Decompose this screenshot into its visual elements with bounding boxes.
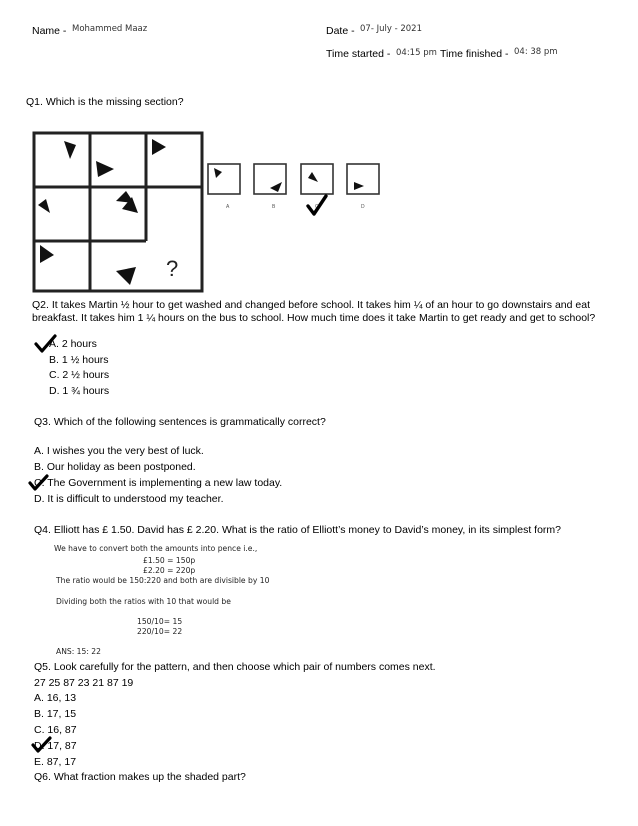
name-label: Name - <box>32 25 67 37</box>
q2-option-b[interactable]: B. 1 ½ hours <box>49 354 109 366</box>
q5-check-mark-icon <box>31 736 53 754</box>
grid-arrow <box>38 199 50 213</box>
q5-sequence: 27 25 87 23 21 87 19 <box>34 677 134 689</box>
q2-question: Q2. It takes Martin ½ hour to get washed and changed before school. It takes him ¼ of an hour to go downstairs and eat breakfast. It takes him 1 ¼ hours on the bus to school. How much time does it take Martin to get ready and get to school? <box>32 299 596 324</box>
q2-option-a[interactable]: A. 2 hours <box>49 338 97 350</box>
q6-question: Q6. What fraction makes up the shaded part? <box>34 771 246 783</box>
q1-question: Q1. Which is the missing section? <box>26 96 184 108</box>
time-finished-label: Time finished - <box>440 48 509 60</box>
q3-check-mark-icon <box>28 474 50 492</box>
date-label: Date - <box>326 25 355 37</box>
option-d-arrow <box>354 182 364 190</box>
q5-option-e[interactable]: E. 87, 17 <box>34 756 77 768</box>
missing-mark: ? <box>166 256 179 281</box>
date-value: 07- July - 2021 <box>360 24 422 34</box>
option-label-c: C <box>315 204 319 210</box>
q2-option-d[interactable]: D. 1 ¾ hours <box>49 385 110 397</box>
q4-work-line: We have to convert both the amounts into pence i.e., <box>54 544 258 553</box>
option-c-arrow <box>308 172 318 182</box>
option-label-a: A <box>226 204 230 210</box>
q4-work-line: £2.20 = 220p <box>143 566 196 575</box>
option-label-b: B <box>272 204 276 210</box>
q3-option-a[interactable]: A. I wishes you the very best of luck. <box>34 445 204 457</box>
q3-option-d[interactable]: D. It is difficult to understood my teacher. <box>34 493 224 505</box>
grid-arrow <box>96 161 114 177</box>
q4-question: Q4. Elliott has £ 1.50. David has £ 2.20. What is the ratio of Elliott’s money to David’s money, in its simplest form? <box>34 524 561 536</box>
option-label-d: D <box>361 204 365 210</box>
time-finished-value: 04: 38 pm <box>514 47 558 57</box>
q4-work-line: 150/10= 15 <box>137 617 183 626</box>
q5-option-d[interactable]: D. 17, 87 <box>34 740 77 752</box>
q3-option-b[interactable]: B. Our holiday as been postponed. <box>34 461 196 473</box>
q2-check-mark-icon <box>34 334 58 354</box>
grid-arrow <box>40 245 54 263</box>
grid-arrow <box>64 141 76 159</box>
q5-option-a[interactable]: A. 16, 13 <box>34 692 77 704</box>
q3-option-c[interactable]: C. The Government is implementing a new law today. <box>34 477 283 489</box>
time-started-label: Time started - <box>326 48 391 60</box>
q1-answer-options <box>206 160 382 218</box>
option-b-arrow <box>270 182 282 192</box>
option-a-arrow <box>214 168 222 178</box>
q2-option-c[interactable]: C. 2 ½ hours <box>49 369 110 381</box>
q5-option-c[interactable]: C. 16, 87 <box>34 724 77 736</box>
q3-question: Q3. Which of the following sentences is grammatically correct? <box>34 416 326 428</box>
q5-option-b[interactable]: B. 17, 15 <box>34 708 77 720</box>
q5-question: Q5. Look carefully for the pattern, and then choose which pair of numbers comes next. <box>34 661 436 673</box>
name-value: Mohammed Maaz <box>72 24 148 34</box>
grid-arrow <box>152 139 166 155</box>
q4-work-line: Dividing both the ratios with 10 that would be <box>56 597 231 606</box>
q1-check-mark-icon <box>306 194 328 218</box>
q4-answer: ANS: 15: 22 <box>56 647 101 656</box>
q4-work-line: The ratio would be 150:220 and both are divisible by 10 <box>56 576 270 585</box>
q1-puzzle-grid <box>32 131 204 293</box>
time-started-value: 04:15 pm <box>396 48 437 58</box>
grid-arrow <box>116 267 136 285</box>
q4-work-line: 220/10= 22 <box>137 627 183 636</box>
q4-work-line: £1.50 = 150p <box>143 556 196 565</box>
